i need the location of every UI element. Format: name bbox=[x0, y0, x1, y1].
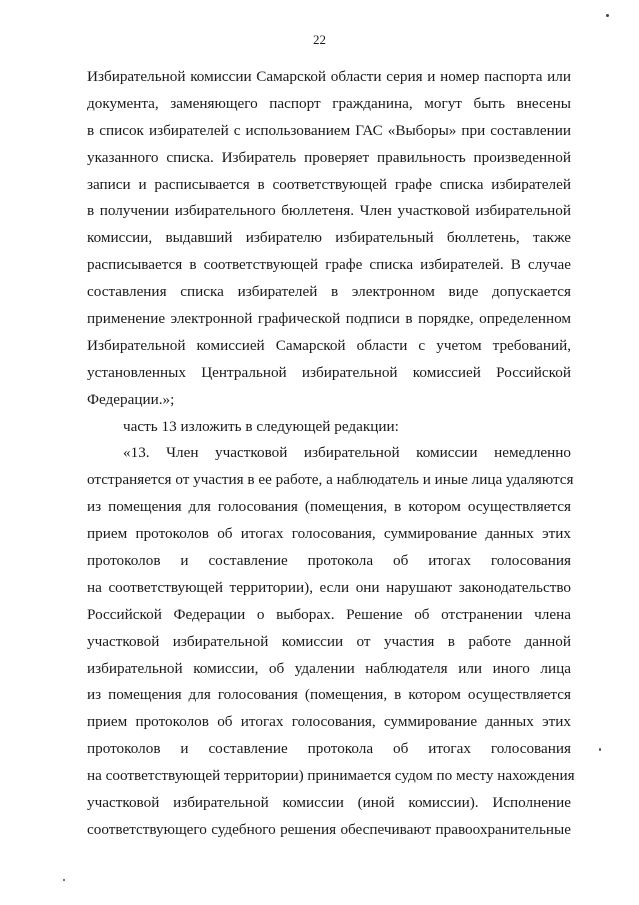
text-line: установленных Центральной избирательной комиссией Российской bbox=[87, 363, 571, 381]
text-line: на соответствующей территории) принимается судом по месту нахождения bbox=[87, 767, 575, 785]
text-line: Избирательной комиссии Самарской области серия и номер паспорта или bbox=[87, 68, 571, 85]
text-line: прием протоколов об итогах голосования, суммирование данных этих bbox=[87, 525, 571, 543]
scan-speck bbox=[599, 748, 601, 751]
text-line: комиссии, выдавший избирателю избирательный бюллетень, также bbox=[87, 229, 571, 247]
text-line: указанного списка. Избиратель проверяет правильность произведенной bbox=[87, 148, 571, 166]
text-line: отстраняется от участия в ее работе, а наблюдатель и иные лица удаляются bbox=[87, 471, 574, 489]
text-line: записи и расписывается в соответствующей графе списка избирателей bbox=[87, 175, 571, 193]
page-number: 22 bbox=[313, 32, 326, 47]
text-line: в получении избирательного бюллетеня. Член участковой избирательной bbox=[87, 202, 571, 220]
text-line: избирательной комиссии, об удалении наблюдателя или иного лица bbox=[87, 659, 571, 677]
text-line: протоколов и составление протокола об итогах голосования bbox=[87, 552, 571, 570]
text-line: прием протоколов об итогах голосования, суммирование данных этих bbox=[87, 713, 571, 731]
text-line: составления списка избирателей в электронном виде допускается bbox=[87, 283, 571, 301]
text-line: участковой избирательной комиссии от участия в работе данной bbox=[87, 632, 571, 650]
text-line: протоколов и составление протокола об итогах голосования bbox=[87, 740, 571, 758]
text-line: из помещения для голосования (помещения, в котором осуществляется bbox=[87, 686, 571, 704]
text-line: Федерации.»; bbox=[87, 390, 175, 408]
text-line: «13. Член участковой избирательной комиссии немедленно bbox=[123, 444, 571, 462]
text-line: из помещения для голосования (помещения, в котором осуществляется bbox=[87, 498, 571, 516]
text-line: часть 13 изложить в следующей редакции: bbox=[123, 417, 399, 435]
text-line: Избирательной комиссией Самарской области с учетом требований, bbox=[87, 336, 571, 354]
scan-speck bbox=[606, 14, 609, 17]
scan-speck bbox=[63, 879, 65, 881]
document-body bbox=[87, 64, 575, 844]
text-line: на соответствующей территории), если они нарушают законодательство bbox=[87, 578, 571, 596]
text-line: в список избирателей с использованием ГАС «Выборы» при составлении bbox=[87, 121, 571, 139]
text-line: расписывается в соответствующей графе списка избирателей. В случае bbox=[87, 256, 571, 274]
text-line: документа, заменяющего паспорт гражданина, могут быть внесены bbox=[87, 94, 571, 112]
text-line: участковой избирательной комиссии (иной комиссии). Исполнение bbox=[87, 794, 571, 812]
text-line: Российской Федерации о выборах. Решение об отстранении члена bbox=[87, 605, 571, 623]
text-line: соответствующего судебного решения обеспечивают правоохранительные bbox=[87, 820, 571, 838]
text-line: применение электронной графической подписи в порядке, определенном bbox=[87, 310, 571, 328]
